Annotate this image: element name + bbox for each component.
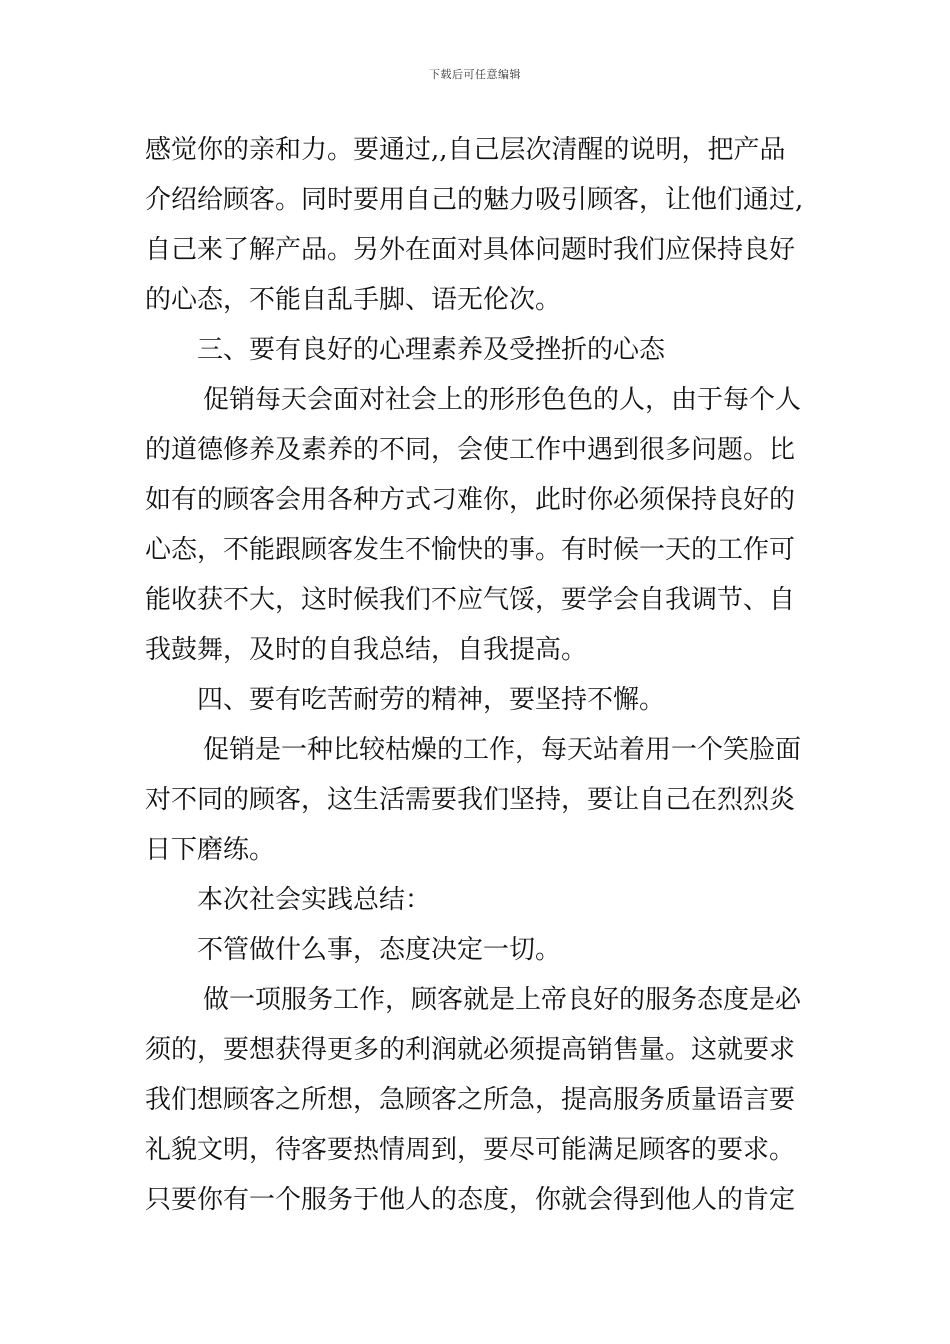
text-line: 对不同的顾客，这生活需要我们坚持，要让自己在烈烈炎 [145,785,796,815]
text-line: 须的，要想获得更多的利润就必须提高销售量。这就要求 [145,1035,796,1065]
text-line: 礼貌文明，待客要热情周到，要尽可能满足顾客的要求。 [145,1135,796,1165]
text-line: 日下磨练。 [145,835,276,865]
text-line: 介绍给顾客。同时要用自己的魅力吸引顾客，让他们通过, [145,185,804,215]
section-heading: 三、要有良好的心理素养及受挫折的心态 [197,335,666,365]
text-line: 促销每天会面对社会上的形形色色的人，由于每个人 [203,385,802,415]
text-line: 做一项服务工作，顾客就是上帝良好的服务态度是必 [203,985,802,1015]
text-line: 自己来了解产品。另外在面对具体问题时我们应保持良好 [145,235,796,265]
text-line: 的心态，不能自乱手脚、语无伦次。 [145,285,562,315]
section-heading: 本次社会实践总结： [197,885,432,915]
text-line: 心态，不能跟顾客发生不愉快的事。有时候一天的工作可 [145,535,796,565]
text-line: 不管做什么事，态度决定一切。 [197,935,562,965]
text-line: 能收获不大，这时候我们不应气馁，要学会自我调节、自 [145,585,796,615]
text-line: 如有的顾客会用各种方式刁难你，此时你必须保持良好的 [145,485,796,515]
section-heading: 四、要有吃苦耐劳的精神，要坚持不懈。 [197,685,666,715]
text-line: 我鼓舞，及时的自我总结，自我提高。 [145,635,588,665]
body-text [145,125,807,1225]
page-header: 下载后可任意编辑 [429,68,521,81]
text-line: 感觉你的亲和力。要通过,,自己层次清醒的说明，把产品 [145,135,786,165]
text-line: 只要你有一个服务于他人的态度，你就会得到他人的肯定 [145,1185,796,1215]
text-line: 的道德修养及素养的不同，会使工作中遇到很多问题。比 [145,435,796,465]
text-line: 促销是一种比较枯燥的工作，每天站着用一个笑脸面 [203,735,802,765]
text-line: 我们想顾客之所想，急顾客之所急，提高服务质量语言要 [145,1085,796,1115]
